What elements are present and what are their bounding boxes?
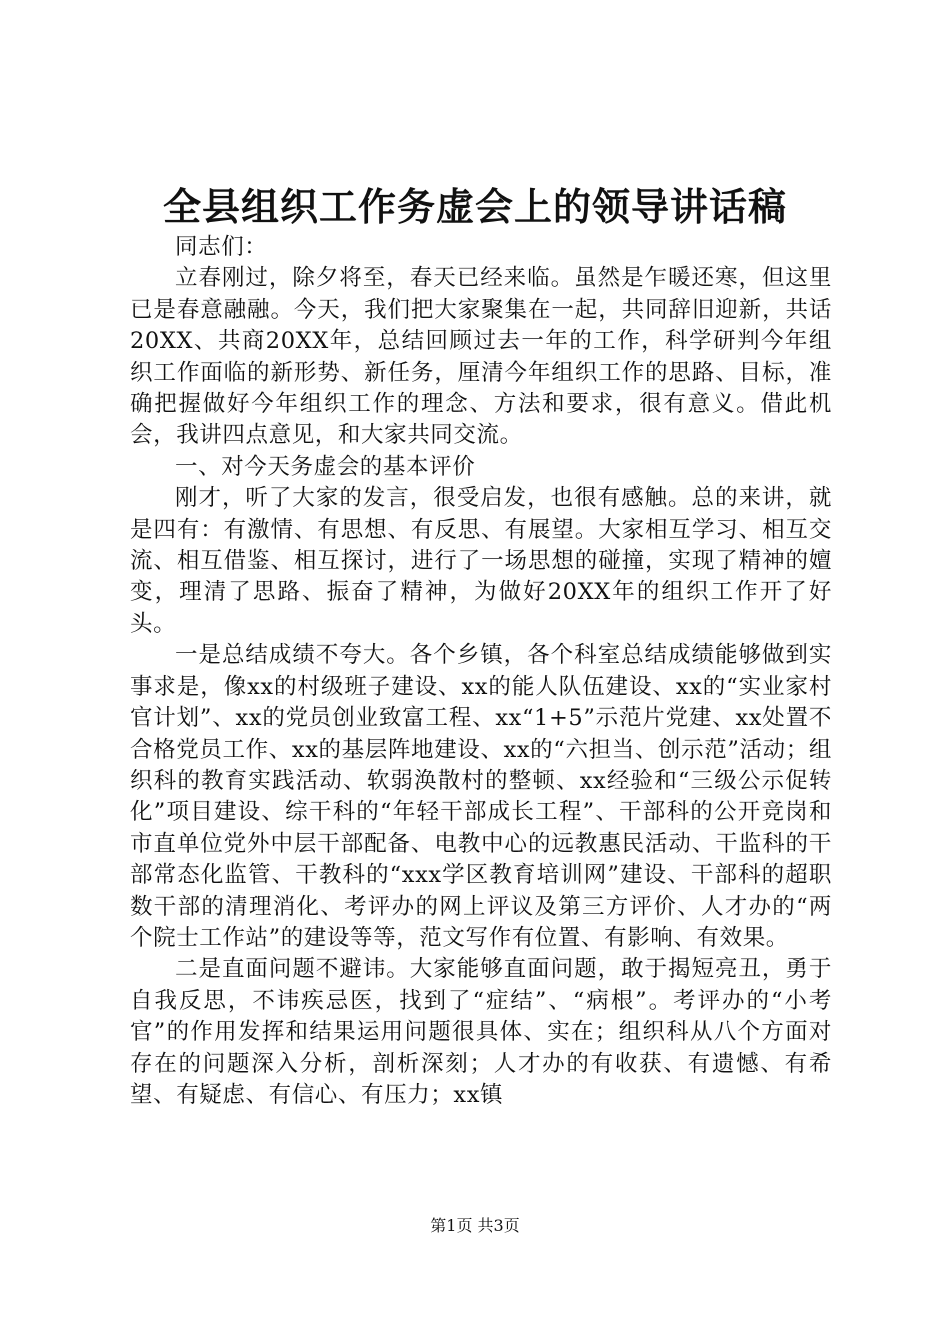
document-title: 全县组织工作务虚会上的领导讲话稿 xyxy=(162,184,787,229)
document-body xyxy=(130,232,832,1111)
paragraph-point-2: 二是直面问题不避讳。大家能够直面问题，敢于揭短亮丑，勇于自我反思，不讳疾忌医，找到了“症结”、“病根”。考评办的“小考官”的作用发挥和结果运用问题很具体、实在；组织科从八个方面对存在的问题深入分析，剖析深刻；人才办的有收获、有遗憾、有希望、有疑虑、有信心、有压力；xx镇 xyxy=(130,956,832,1108)
paragraph-intro: 立春刚过，除夕将至，春天已经来临。虽然是乍暖还寒，但这里已是春意融融。今天，我们把大家聚集在一起，共同辞旧迎新，共话20XX、共商20XX年，总结回顾过去一年的工作，科学研判今年组织工作面临的新形势、新任务，厘清今年组织工作的思路、目标，准确把握做好今年组织工作的理念、方法和要求，很有意义。借此机会，我讲四点意见，和大家共同交流。 xyxy=(130,265,832,449)
paragraph-point-1: 一是总结成绩不夸大。各个乡镇，各个科室总结成绩能够做到实事求是，像xx的村级班子建设、xx的能人队伍建设、xx的“实业家村官计划”、xx的党员创业致富工程、xx“1+5”示范片党建、xx处置不合格党员工作、xx的基层阵地建设、xx的“六担当、创示范”活动；组织科的教育实践活动、软弱涣散村的整顿、xx经验和“三级公示促转化”项目建设、综干科的“年轻干部成长工程”、干部科的公开竞岗和市直单位党外中层干部配备、电教中心的远教惠民活动、干监科的干部常态化监管、干教科的“xxx学区教育培训网”建设、干部科的超职数干部的清理消化、考评办的网上评议及第三方评价、人才办的“两个院士工作站”的建设等等，范文写作有位置、有影响、有效果。 xyxy=(130,642,832,951)
paragraph-evaluation: 刚才，听了大家的发言，很受启发，也很有感触。总的来讲，就是四有：有激情、有思想、有反思、有展望。大家相互学习、相互交流、相互借鉴、相互探讨，进行了一场思想的碰撞，实现了精神的嬗变，理清了思路、振奋了精神，为做好20XX年的组织工作开了好头。 xyxy=(130,485,832,637)
paragraph-greeting: 同志们： xyxy=(175,234,268,260)
section-heading-1: 一、对今天务虚会的基本评价 xyxy=(175,453,476,480)
page-number-footer: 第1页 共3页 xyxy=(430,1216,520,1235)
